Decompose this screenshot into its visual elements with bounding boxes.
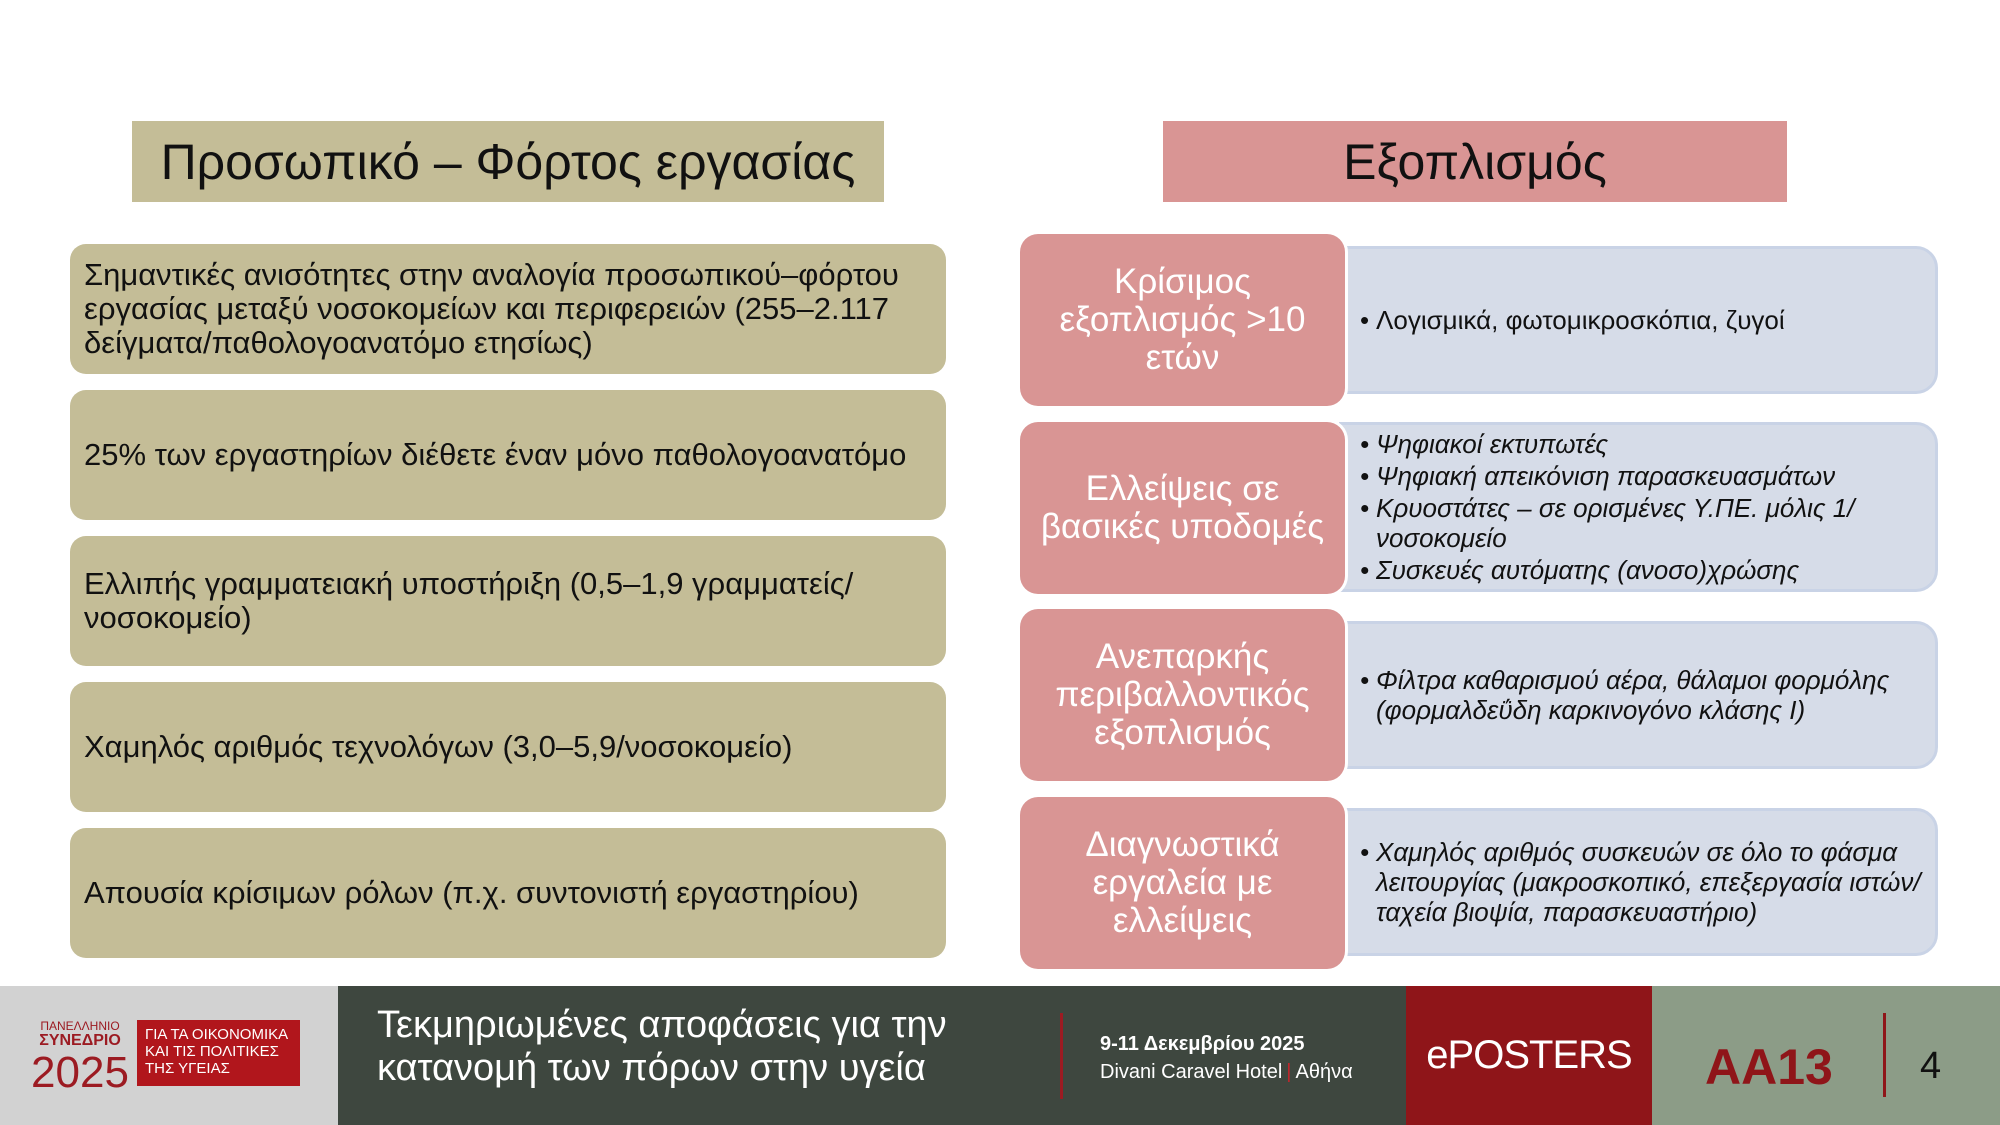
event-venue: Divani Caravel Hotel (1100, 1061, 1283, 1083)
equipment-label-4: Διαγνωστικά εργαλεία με ελλείψεις (1020, 797, 1345, 969)
equipment-bullet: • Ψηφιακή απεικόνιση παρασκευασμάτων (1360, 461, 1923, 491)
equipment-detail-panel-4 (1339, 808, 1938, 956)
staffing-item-5: Απουσία κρίσιμων ρόλων (π.χ. συντονιστή εργαστηρίου) (70, 828, 946, 958)
equipment-bullet: • Χαμηλός αριθμός συσκευών σε όλο το φάσμα λειτουργίας (μακροσκοπικό, επεξεργασία ιστών/ταχεία βιοψία, παρασκευαστήριο) (1360, 837, 1923, 927)
equipment-label-1: Κρίσιμος εξοπλισμός >10 ετών (1020, 234, 1345, 406)
event-dates: 9-11 Δεκεμβρίου 2025 (1100, 1033, 1305, 1055)
staffing-item-2: 25% των εργαστηρίων διέθετε έναν μόνο παθολογοανατόμο (70, 390, 946, 520)
staffing-item-1: Σημαντικές ανισότητες στην αναλογία προσωπικού–φόρτου εργασίας μεταξύ νοσοκομείων και περιφερειών (255–2.117 δείγματα/παθολογοανατόμο ετησίως) (70, 244, 946, 374)
equipment-detail-panel-2 (1339, 422, 1938, 592)
equipment-detail-panel-1 (1339, 246, 1938, 394)
equipment-detail-panel-3 (1339, 621, 1938, 769)
page-number: 4 (1920, 1045, 1942, 1087)
logo-line1: ΠΑΝΕΛΛΗΝΙΟ (40, 1019, 120, 1033)
logo-year: 2025 (31, 1048, 129, 1097)
divider (1060, 1013, 1063, 1099)
equipment-label-3: Ανεπαρκής περιβαλλοντικός εξοπλισμός (1020, 609, 1345, 781)
staffing-item-4: Χαμηλός αριθμός τεχνολόγων (3,0–5,9/νοσοκομείο) (70, 682, 946, 812)
logo-line2: ΣΥΝΕΔΡΙΟ (39, 1032, 121, 1049)
equipment-bullet: • Κρυοστάτες – σε ορισμένες Υ.ΠΕ. μόλις 1/νοσοκομείο (1360, 493, 1923, 553)
equipment-bullet: • Λογισμικά, φωτομικροσκόπια, ζυγοί (1360, 305, 1785, 335)
event-info (1100, 1030, 1353, 1086)
divider (1883, 1013, 1886, 1097)
eposters-badge: ePOSTERS (1406, 986, 1652, 1125)
equipment-bullet: • Φίλτρα καθαρισμού αέρα, θάλαμοι φορμόλης (φορμαλδεΰδη καρκινογόνο κλάσης Ι) (1360, 665, 1923, 725)
equipment-bullet: • Συσκευές αυτόματης (ανοσο)χρώσης (1360, 555, 1923, 585)
equipment-section-header: Εξοπλισμός (1163, 121, 1787, 202)
staffing-item-3: Ελλιπής γραμματειακή υποστήριξη (0,5–1,9 γραμματείς/νοσοκομείο) (70, 536, 946, 666)
congress-logo-box: ΓΙΑ ΤΑ ΟΙΚΟΝΟΜΙΚΑ ΚΑΙ ΤΙΣ ΠΟΛΙΤΙΚΕΣ ΤΗΣ ΥΓΕΙΑΣ (137, 1020, 300, 1086)
event-city: Αθήνα (1295, 1061, 1353, 1083)
equipment-label-2: Ελλείψεις σε βασικές υποδομές (1020, 422, 1345, 594)
poster-code: AA13 (1705, 1039, 1833, 1095)
congress-logo (30, 1020, 130, 1095)
venue-separator: | (1286, 1061, 1292, 1083)
staffing-section-header: Προσωπικό – Φόρτος εργασίας (132, 121, 884, 202)
equipment-bullet: • Ψηφιακοί εκτυπωτές (1360, 429, 1923, 459)
conference-tagline: Τεκμηριωμένες αποφάσεις για την κατανομή των πόρων στην υγεία (377, 1004, 947, 1089)
